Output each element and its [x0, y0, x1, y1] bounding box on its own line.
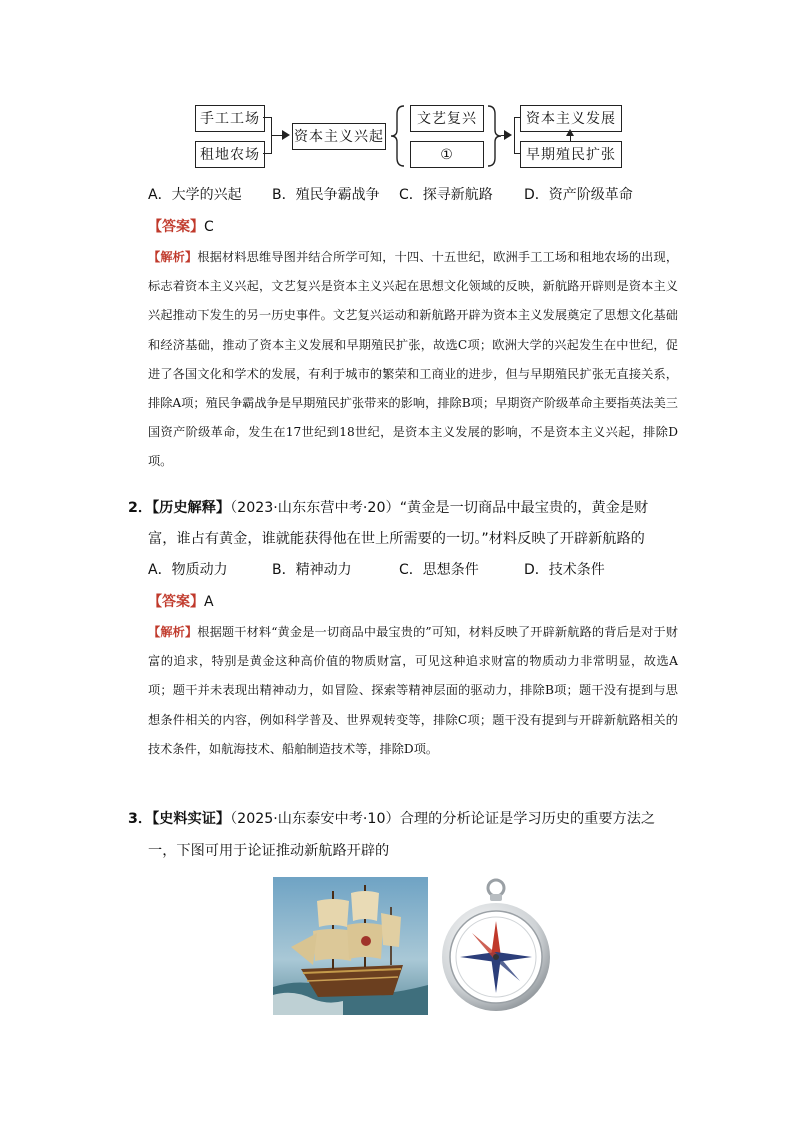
q2-option-b: B．精神动力	[272, 562, 352, 578]
arrow-right-icon	[282, 130, 290, 140]
q1-option-a: A．大学的兴起	[148, 187, 242, 203]
box-blank-1: ①	[410, 141, 484, 168]
arrow-right-icon	[504, 130, 512, 140]
question-source: （2025·山东泰安中考·10）	[230, 811, 400, 827]
q1-option-d: D．资产阶级革命	[524, 187, 633, 203]
answer-tag: 【答案】	[148, 219, 204, 235]
curly-brace-icon	[388, 104, 408, 168]
analysis-tag: 【解析】	[148, 625, 198, 639]
sailing-ship-image	[273, 877, 428, 1015]
q1-option-c: C．探寻新航路	[399, 187, 493, 203]
answer-value: C	[204, 219, 214, 235]
compass-image	[440, 877, 550, 1015]
box-colonial-expansion: 早期殖民扩张	[520, 141, 622, 168]
question-tag: 【历史解释】	[152, 500, 231, 516]
q2-answer	[148, 591, 214, 611]
box-capitalism-rise: 资本主义兴起	[292, 123, 386, 150]
connector-line	[263, 117, 271, 118]
q3-stem-line2: 一，下图可用于论证推动新航路开辟的	[148, 843, 390, 859]
q2-option-c: C．思想条件	[399, 562, 479, 578]
q2-stem-line1	[128, 497, 648, 517]
question-stem: 合理的分析论证是学习历史的重要方法之	[399, 811, 656, 827]
analysis-text: 根据题干材料“黄金是一切商品中最宝贵的”可知，材料反映了开辟新航路的背后是对于财富的追求，特别是黄金这种高价值的物质财富，可见这种追求财富的物质动力非常明显，故选A项；题干并未表现出精神动力，如冒险、探索等精神层面的驱动力，排除B项；题干没有提到与思想条件相关的内容，例如科学普及、世界观转变等，排除C项；题干没有提到与开辟新航路相关的技术条件，如航海技术、船舶制造技术等，排除D项。	[148, 625, 678, 756]
question-number: 3．	[128, 811, 153, 827]
connector-line	[263, 153, 271, 154]
q1-analysis	[148, 243, 678, 477]
box-renaissance: 文艺复兴	[410, 105, 484, 132]
answer-value: A	[204, 594, 214, 610]
arrow-up-icon	[566, 129, 574, 136]
box-capitalism-development: 资本主义发展	[520, 105, 622, 132]
box-handicraft-workshop: 手工工场	[195, 105, 265, 132]
q2-option-d: D．技术条件	[524, 562, 605, 578]
q2-stem-line2: 富，谁占有黄金，谁就能获得他在世上所需要的一切。”材料反映了开辟新航路的	[148, 531, 645, 547]
analysis-text: 根据材料思维导图并结合所学可知，十四、十五世纪，欧洲手工工场和租地农场的出现，标志着资本主义兴起，文艺复兴是资本主义兴起在思想文化领域的反映，新航路开辟则是资本主义兴起推动下发生的另一历史事件。文艺复兴运动和新航路开辟为资本主义发展奠定了思想文化基础和经济基础，推动了资本主义发展和早期殖民扩张，故选C项；欧洲大学的兴起发生在中世纪，促进了各国文化和学术的发展，有利于城市的繁荣和工商业的进步，但与早期殖民扩张无直接关系，排除A项；殖民争霸战争是早期殖民扩张带来的影响，排除B项；早期资产阶级革命主要指英法美三国资产阶级革命，发生在17世纪到18世纪，是资本主义发展的影响，不是资本主义兴起，排除D项。	[148, 250, 679, 469]
q1-answer	[148, 216, 214, 236]
q1-option-b: B．殖民争霸战争	[272, 187, 380, 203]
q3-stem-line1	[128, 808, 655, 828]
analysis-tag: 【解析】	[148, 250, 198, 264]
q2-option-a: A．物质动力	[148, 562, 228, 578]
q2-analysis	[148, 618, 678, 764]
box-leased-farm: 租地农场	[195, 141, 265, 168]
question-tag: 【史料实证】	[152, 811, 231, 827]
answer-tag: 【答案】	[148, 594, 204, 610]
question-number: 2．	[128, 500, 153, 516]
connector-line	[514, 117, 515, 154]
question-source: （2023·山东东营中考·20）	[230, 500, 400, 516]
question-stem: “黄金是一切商品中最宝贵的，黄金是财	[399, 500, 649, 516]
